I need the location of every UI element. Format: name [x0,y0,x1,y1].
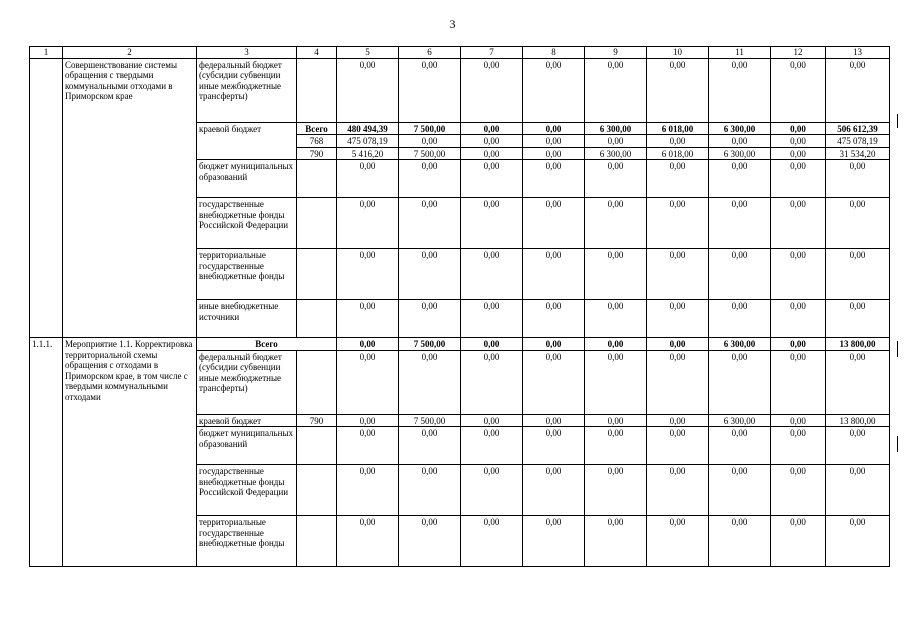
column-number: 8 [523,47,585,59]
value-cell: 0,00 [337,300,399,338]
value-cell: 0,00 [771,198,826,249]
funding-source: краевой бюджет [197,122,297,160]
value-cell: 0,00 [337,465,399,516]
value-cell: 7 500,00 [399,122,461,135]
value-cell: 0,00 [337,338,399,351]
value-cell: 0,00 [585,135,647,148]
column-number: 12 [771,47,826,59]
value-cell: 0,00 [399,300,461,338]
column-number: 3 [197,47,297,59]
value-cell: 475 078,19 [826,135,890,148]
item-code [30,58,63,338]
value-cell: 0,00 [399,58,461,122]
column-number: 6 [399,47,461,59]
value-cell: 0,00 [647,198,709,249]
funding-source: территориальные государственные внебюджетные фонды [197,249,297,300]
value-cell: 0,00 [826,249,890,300]
value-cell: 0,00 [826,465,890,516]
column-number: 11 [709,47,771,59]
budget-code [297,516,337,567]
value-cell: 0,00 [585,58,647,122]
value-cell: 0,00 [771,350,826,414]
value-cell: 0,00 [647,135,709,148]
funding-source: федеральный бюджет (субсидии субвенции иные межбюджетные трансферты) [197,58,297,122]
value-cell: 7 500,00 [399,147,461,160]
value-cell: 0,00 [461,147,523,160]
value-cell: 0,00 [399,135,461,148]
value-cell: 0,00 [399,249,461,300]
value-cell: 0,00 [461,465,523,516]
value-cell: 0,00 [771,414,826,427]
column-number: 9 [585,47,647,59]
value-cell: 0,00 [337,427,399,465]
value-cell: 0,00 [647,516,709,567]
value-cell: 0,00 [523,300,585,338]
value-cell: 0,00 [461,160,523,198]
budget-code: 790 [297,147,337,160]
value-cell: 0,00 [826,350,890,414]
margin-mark [897,341,898,357]
funding-source: государственные внебюджетные фонды Российской Федерации [197,198,297,249]
value-cell: 475 078,19 [337,135,399,148]
value-cell: 0,00 [523,350,585,414]
value-cell: 0,00 [647,160,709,198]
value-cell: 7 500,00 [399,414,461,427]
value-cell: 5 416,20 [337,147,399,160]
value-cell: 31 534,20 [826,147,890,160]
value-cell: 0,00 [399,427,461,465]
value-cell: 0,00 [647,465,709,516]
value-cell: 0,00 [523,160,585,198]
column-number-row [30,47,890,59]
value-cell: 0,00 [709,58,771,122]
value-cell: 0,00 [523,58,585,122]
budget-code [297,58,337,122]
value-cell: 0,00 [523,198,585,249]
value-cell: 6 300,00 [709,414,771,427]
value-cell: 6 018,00 [647,147,709,160]
value-cell: 0,00 [647,249,709,300]
value-cell: 0,00 [461,516,523,567]
column-number: 5 [337,47,399,59]
value-cell: 0,00 [585,427,647,465]
budget-code [297,300,337,338]
budget-code [297,350,337,414]
value-cell: 0,00 [647,414,709,427]
value-cell: 0,00 [771,516,826,567]
value-cell: 0,00 [523,147,585,160]
value-cell: 6 018,00 [647,122,709,135]
value-cell: 0,00 [647,427,709,465]
funding-source: бюджет муниципальных образований [197,160,297,198]
value-cell: 0,00 [461,300,523,338]
value-cell: 0,00 [461,414,523,427]
value-cell: 0,00 [523,414,585,427]
funding-source: бюджет муниципальных образований [197,427,297,465]
value-cell: 0,00 [647,300,709,338]
value-cell: 0,00 [399,160,461,198]
funding-source: государственные внебюджетные фонды Российской Федерации [197,465,297,516]
value-cell: 6 300,00 [709,338,771,351]
budget-table [29,46,890,567]
value-cell: 0,00 [771,147,826,160]
value-cell: 0,00 [585,198,647,249]
budget-code [297,427,337,465]
value-cell: 0,00 [337,249,399,300]
value-cell: 7 500,00 [399,338,461,351]
value-cell: 0,00 [337,414,399,427]
value-cell: 0,00 [709,249,771,300]
value-cell: 0,00 [399,516,461,567]
value-cell: 0,00 [771,427,826,465]
budget-code [297,465,337,516]
funding-source: территориальные государственные внебюджетные фонды [197,516,297,567]
value-cell: 0,00 [461,249,523,300]
value-cell: 0,00 [585,249,647,300]
value-cell: 0,00 [523,249,585,300]
value-cell: 0,00 [826,198,890,249]
page-number: 3 [449,17,456,31]
value-cell: 0,00 [826,516,890,567]
value-cell: 0,00 [461,58,523,122]
value-cell: 0,00 [461,122,523,135]
margin-mark [897,114,898,128]
value-cell: 0,00 [461,427,523,465]
value-cell: 13 800,00 [826,338,890,351]
value-cell: 0,00 [523,465,585,516]
value-cell: 13 800,00 [826,414,890,427]
funding-source: краевой бюджет [197,414,297,427]
value-cell: 0,00 [771,300,826,338]
margin-mark [897,436,898,452]
value-cell: 0,00 [771,249,826,300]
value-cell: 6 300,00 [585,147,647,160]
value-cell: 0,00 [337,160,399,198]
value-cell: 0,00 [709,516,771,567]
value-cell: 0,00 [523,427,585,465]
value-cell: 0,00 [399,350,461,414]
value-cell: 0,00 [709,198,771,249]
value-cell: 0,00 [585,414,647,427]
total-label: Всего [197,338,337,351]
column-number: 10 [647,47,709,59]
budget-code [297,198,337,249]
funding-source: федеральный бюджет (субсидии субвенции иные межбюджетные трансферты) [197,350,297,414]
value-cell: 506 612,39 [826,122,890,135]
value-cell: 0,00 [709,135,771,148]
value-cell: 6 300,00 [709,122,771,135]
value-cell: 0,00 [647,338,709,351]
column-number: 4 [297,47,337,59]
value-cell: 0,00 [337,350,399,414]
value-cell: 0,00 [585,338,647,351]
value-cell: 0,00 [337,516,399,567]
value-cell: 0,00 [585,300,647,338]
value-cell: 0,00 [585,465,647,516]
value-cell: 0,00 [709,350,771,414]
column-number: 1 [30,47,63,59]
value-cell: 480 494,39 [337,122,399,135]
value-cell: 0,00 [771,135,826,148]
table-row [30,58,890,122]
table-row [30,338,890,351]
value-cell: 0,00 [826,300,890,338]
value-cell: 6 300,00 [709,147,771,160]
column-number: 13 [826,47,890,59]
value-cell: 0,00 [826,427,890,465]
value-cell: 0,00 [771,160,826,198]
value-cell: 0,00 [523,122,585,135]
column-number: 7 [461,47,523,59]
value-cell: 0,00 [585,160,647,198]
budget-code: 768 [297,135,337,148]
value-cell: 0,00 [461,338,523,351]
budget-code [297,249,337,300]
funding-source: иные внебюджетные источники [197,300,297,338]
value-cell: 0,00 [523,135,585,148]
value-cell: 0,00 [399,465,461,516]
item-name: Мероприятие 1.1. Корректировка территориальной схемы обращения с отходами в Приморском крае, в том числе с твердыми коммунальными отходами [63,338,197,567]
value-cell: 0,00 [647,58,709,122]
value-cell: 0,00 [585,350,647,414]
value-cell: 0,00 [771,338,826,351]
value-cell: 0,00 [585,516,647,567]
value-cell: 0,00 [523,516,585,567]
value-cell: 0,00 [337,198,399,249]
value-cell: 0,00 [709,160,771,198]
value-cell: 0,00 [523,338,585,351]
value-cell: 0,00 [826,160,890,198]
value-cell: 0,00 [709,427,771,465]
budget-code [297,160,337,198]
value-cell: 0,00 [709,465,771,516]
budget-code: Всего [297,122,337,135]
value-cell: 0,00 [709,300,771,338]
value-cell: 0,00 [461,135,523,148]
item-code: 1.1.1. [30,338,63,567]
value-cell: 6 300,00 [585,122,647,135]
value-cell: 0,00 [461,198,523,249]
value-cell: 0,00 [337,58,399,122]
budget-code: 790 [297,414,337,427]
value-cell: 0,00 [771,58,826,122]
column-number: 2 [63,47,197,59]
value-cell: 0,00 [826,58,890,122]
value-cell: 0,00 [461,350,523,414]
value-cell: 0,00 [399,198,461,249]
item-name: Совершенствование системы обращения с твердыми коммунальными отходами в Приморском крае [63,58,197,338]
value-cell: 0,00 [771,465,826,516]
value-cell: 0,00 [647,350,709,414]
value-cell: 0,00 [771,122,826,135]
